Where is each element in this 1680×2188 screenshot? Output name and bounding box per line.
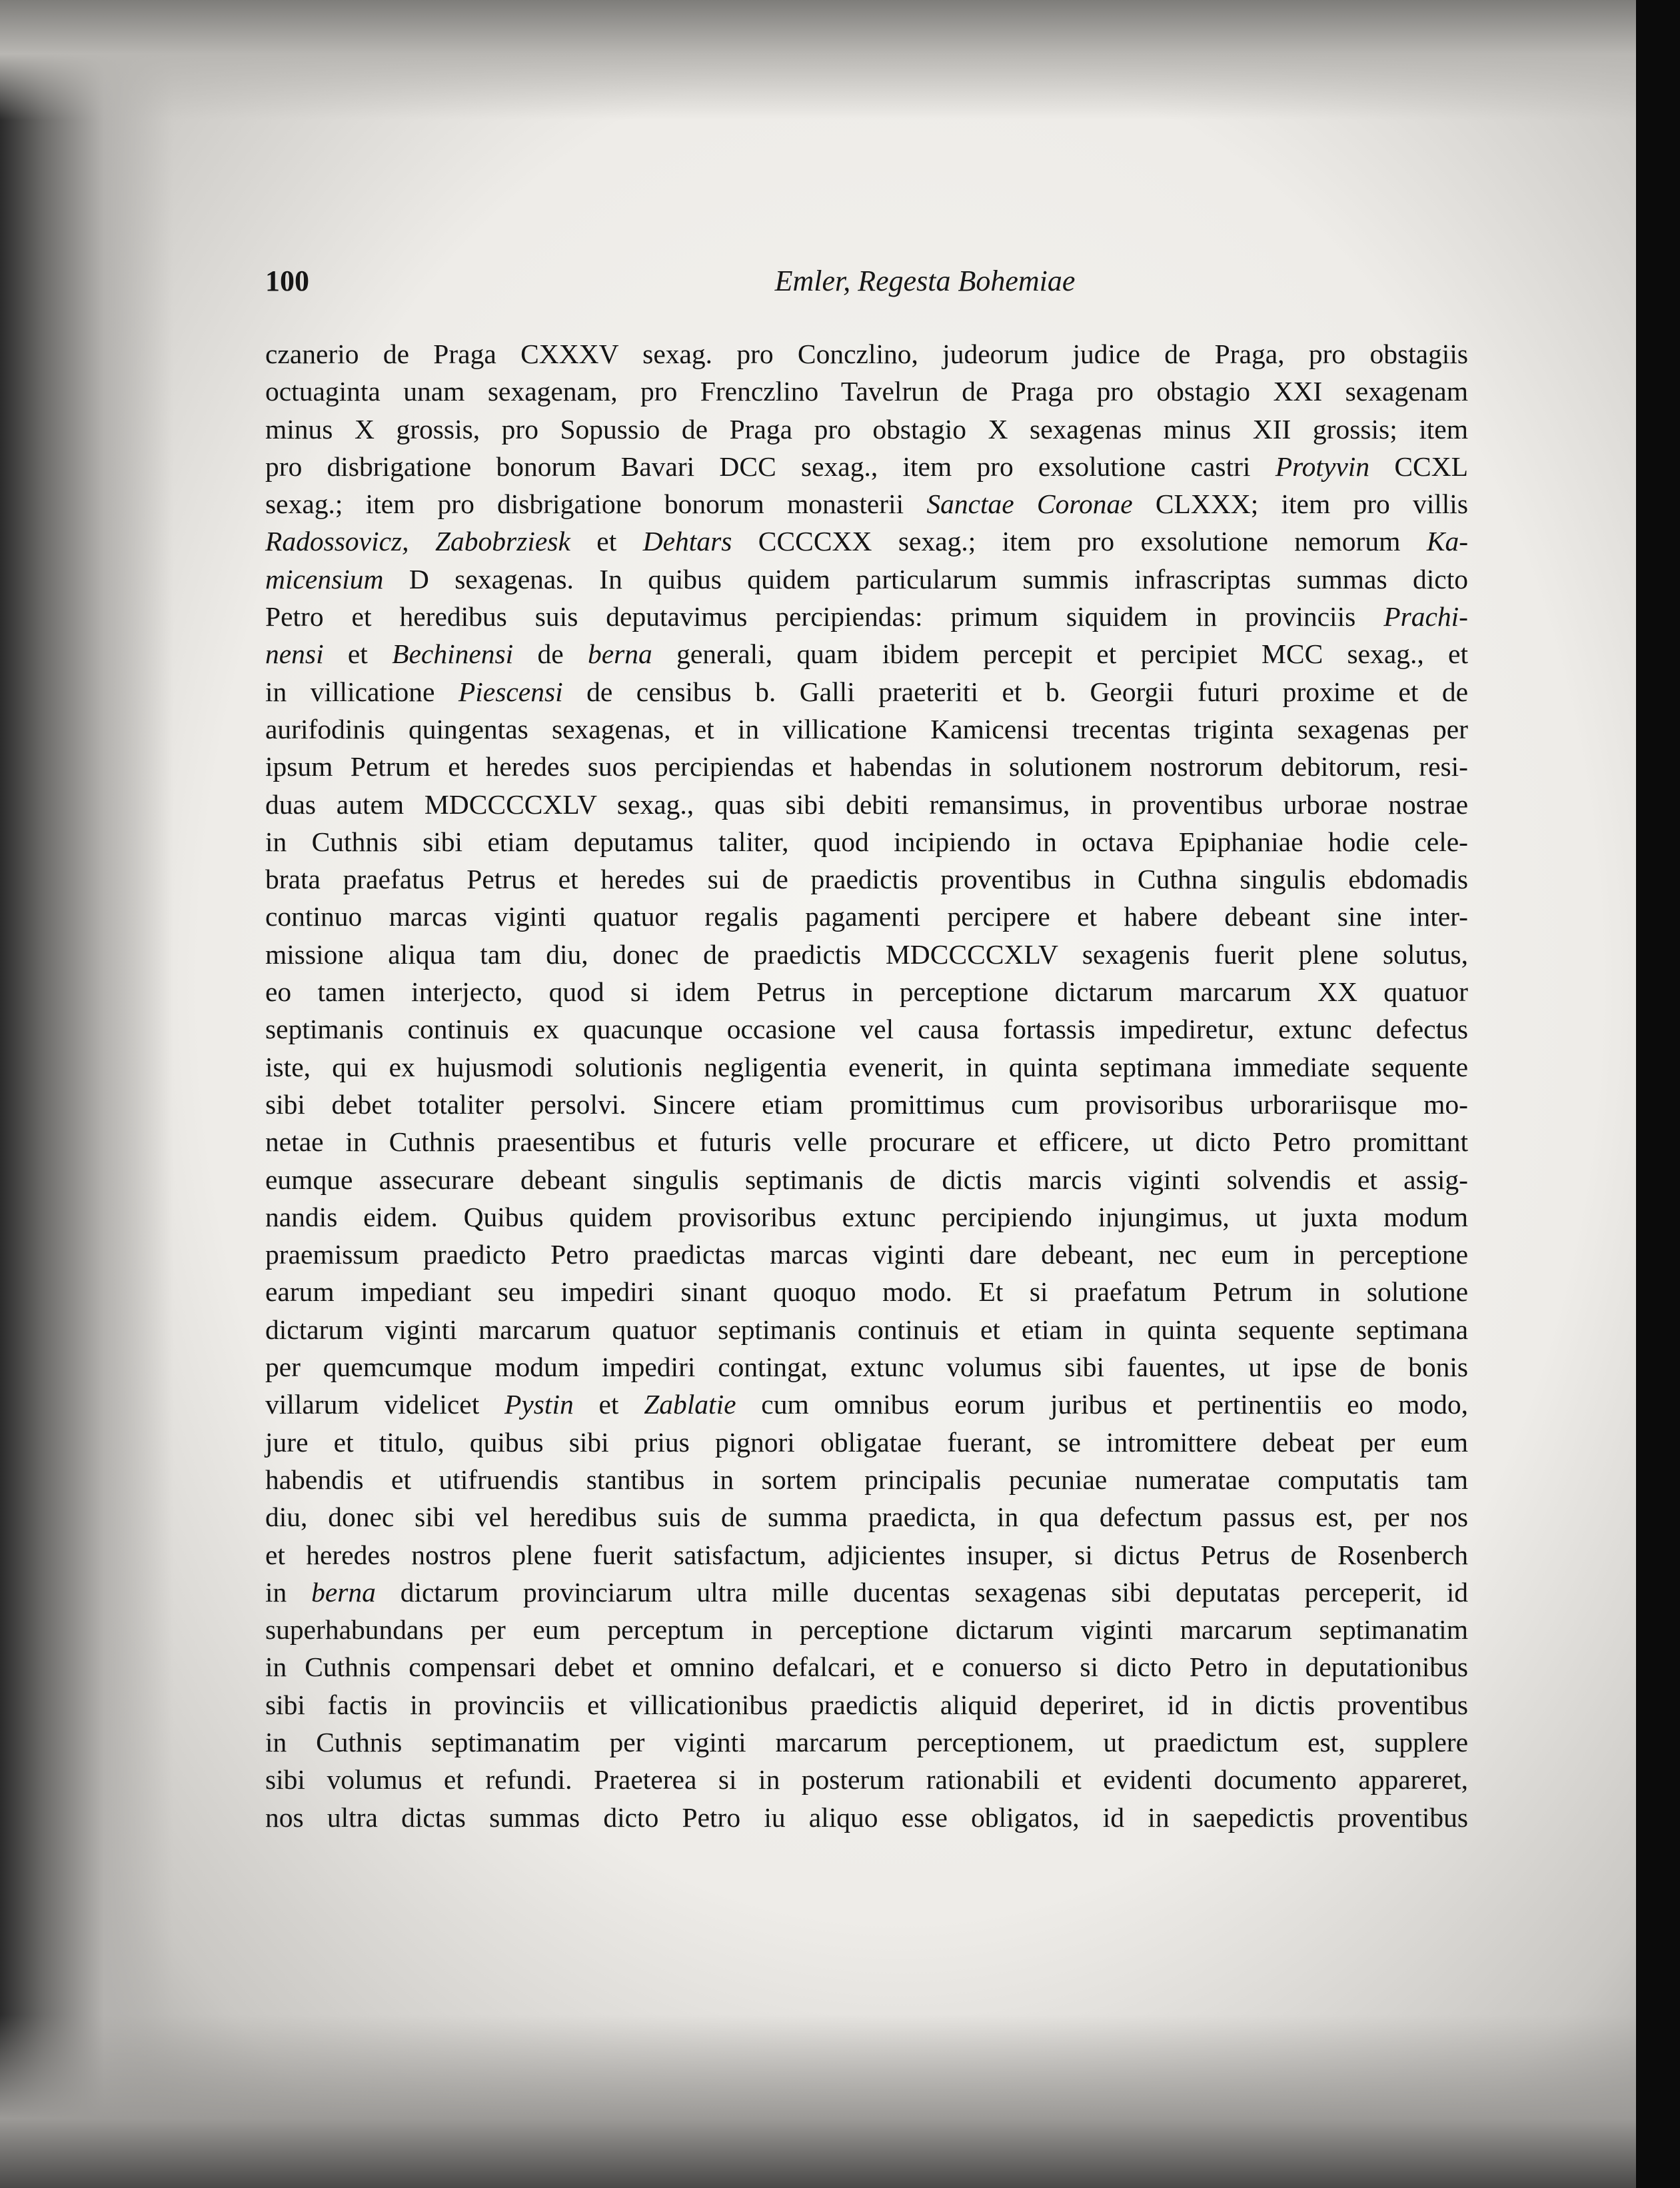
- text-run: nos ultra dictas summas dicto Petro iu aliquo esse obligatos, id in saepedictis proventibus: [265, 1801, 1468, 1833]
- text-line: [265, 1048, 1468, 1086]
- text-run: dictarum provinciarum ultra mille ducentas sexagenas sibi deputatas perceperit, id: [375, 1576, 1469, 1608]
- italic-name: Dehtars: [642, 526, 732, 557]
- text-run: CCXL: [1369, 451, 1468, 482]
- text-run: sibi factis in provinciis et villicationibus praedictis aliquid deperiret, id in dictis proventibus: [265, 1689, 1468, 1720]
- text-run: iste, qui ex hujusmodi solutionis negligentia evenerit, in quinta septimana immediate sequente: [265, 1051, 1468, 1082]
- italic-name: berna: [311, 1576, 376, 1608]
- text-run: et: [570, 526, 643, 557]
- text-line: [265, 1536, 1468, 1574]
- text-run: septimanis continuis ex quacunque occasione vel causa fortassis impediretur, extunc defectus: [265, 1014, 1468, 1045]
- text-line: [265, 1686, 1468, 1723]
- text-run: per quemcumque modum impediri contingat, extunc volumus sibi fauentes, ut ipse de bonis: [265, 1352, 1468, 1383]
- text-line: [265, 1198, 1468, 1236]
- italic-name: berna: [587, 638, 652, 670]
- text-line: [265, 1348, 1468, 1386]
- italic-name: Pystin: [504, 1389, 574, 1420]
- text-run: netae in Cuthnis praesentibus et futuris velle procurare et efficere, ut dicto Petro promittant: [265, 1126, 1468, 1158]
- text-run: praemissum praedicto Petro praedictas marcas viginti dare debeant, nec eum in perceptione: [265, 1239, 1468, 1270]
- text-run: missione aliqua tam diu, donec de praedictis MDCCCCXLV sexagenis fuerit plene solutus,: [265, 938, 1468, 970]
- text-line: [265, 786, 1468, 823]
- text-line: [265, 635, 1468, 672]
- italic-name: Sanctae Coronae: [926, 489, 1133, 520]
- text-run: duas autem MDCCCCXLV sexag., quas sibi debiti remansimus, in proventibus urborae nostrae: [265, 788, 1468, 820]
- text-line: [265, 1461, 1468, 1498]
- text-line: [265, 1498, 1468, 1536]
- text-run: Petro et heredibus suis deputavimus percipiendas: primum siquidem in provinciis: [265, 601, 1384, 632]
- text-run: aurifodinis quingentas sexagenas, et in villicatione Kamicensi trecentas triginta sexagenas per: [265, 713, 1468, 744]
- text-run: CLXXX; item pro villis: [1132, 489, 1468, 520]
- italic-name: micensium: [265, 563, 384, 594]
- text-line: [265, 1611, 1468, 1648]
- text-line: [265, 1273, 1468, 1310]
- text-run: continuo marcas viginti quatuor regalis pagamenti percipere et habere debeant sine inter-: [265, 901, 1468, 932]
- italic-name: Radossovicz,: [265, 526, 409, 557]
- italic-name: Zablatie: [644, 1389, 736, 1420]
- running-head: [265, 264, 1465, 311]
- italic-name: Protyvin: [1275, 451, 1370, 482]
- italic-name: Piescensi: [458, 676, 563, 707]
- text-run: et: [573, 1389, 644, 1420]
- text-line: [265, 710, 1468, 748]
- text-run: eo tamen interjecto, quod si idem Petrus in perceptione dictarum marcarum XX quatuor: [265, 976, 1468, 1008]
- text-run: et heredes nostros plene fuerit satisfactum, adjicientes insuper, si dictus Petrus de Rosenberch: [265, 1539, 1468, 1570]
- text-run: diu, donec sibi vel heredibus suis de summa praedicta, in qua defectum passus est, per nos: [265, 1502, 1468, 1533]
- text-run: sibi volumus et refundi. Praeterea si in posterum rationabili et evidenti documento appareret,: [265, 1764, 1468, 1795]
- text-run: brata praefatus Petrus et heredes sui de praedictis proventibus in Cuthna singulis ebdomadis: [265, 864, 1468, 895]
- text-run: in Cuthnis sibi etiam deputamus taliter, quod incipiendo in octava Epiphaniae hodie cele-: [265, 826, 1468, 857]
- text-line: [265, 898, 1468, 935]
- running-title: Emler, Regesta Bohemiae: [774, 265, 1076, 297]
- text-run: habendis et utifruendis stantibus in sortem principalis pecuniae numeratae computatis tam: [265, 1464, 1468, 1495]
- text-line: [265, 823, 1468, 860]
- italic-name: Zabobrziesk: [434, 526, 570, 557]
- text-run: de censibus b. Galli praeteriti et b. Georgii futuri proxime et de: [562, 676, 1468, 707]
- text-run: pro disbrigatione bonorum Bavari DCC sexag., item pro exsolutione castri: [265, 451, 1275, 482]
- text-line: [265, 1010, 1468, 1048]
- text-run: CCCCXX sexag.; item pro exsolutione nemorum: [732, 526, 1427, 557]
- text-run: villarum videlicet: [265, 1389, 504, 1420]
- page-number: 100: [265, 265, 309, 297]
- italic-name: Bechinensi: [392, 638, 514, 670]
- text-run: in Cuthnis compensari debet et omnino defalcari, et e conuerso si dicto Petro in deputationibus: [265, 1651, 1468, 1683]
- body-text: [265, 335, 1468, 1836]
- text-run: in villicatione: [265, 676, 458, 707]
- text-line: [265, 1161, 1468, 1198]
- text-line: [265, 598, 1468, 635]
- text-run: nandis eidem. Quibus quidem provisoribus extunc percipiendo injungimus, ut juxta modum: [265, 1201, 1468, 1232]
- text-line: [265, 673, 1468, 710]
- text-line: [265, 560, 1468, 598]
- text-line: [265, 748, 1468, 785]
- text-line: [265, 1723, 1468, 1761]
- text-run: dictarum viginti marcarum quatuor septimanis continuis et etiam in quinta sequente septimana: [265, 1314, 1468, 1345]
- text-run: D sexagenas. In quibus quidem particularum summis infrascriptas summas dicto: [383, 563, 1468, 594]
- italic-name: Ka-: [1426, 526, 1469, 557]
- text-run: eumque assecurare debeant singulis septimanis de dictis marcis viginti solvendis et assig-: [265, 1164, 1468, 1195]
- text-line: [265, 1761, 1468, 1798]
- text-line: [265, 1086, 1468, 1123]
- text-run: [409, 526, 435, 556]
- text-line: [265, 1799, 1468, 1836]
- text-line: [265, 485, 1468, 523]
- text-run: sexag.; item pro disbrigatione bonorum monasterii: [265, 489, 927, 520]
- text-run: czanerio de Praga CXXXV sexag. pro Conczlino, judeorum judice de Praga, pro obstagiis: [265, 339, 1468, 369]
- text-run: in Cuthnis septimanatim per viginti marcarum perceptionem, ut praedictum est, supplere: [265, 1726, 1468, 1757]
- text-run: et: [323, 638, 393, 670]
- text-line: [265, 411, 1468, 448]
- text-run: jure et titulo, quibus sibi prius pignori obligatae fuerant, se intromittere debeat per eum: [265, 1426, 1468, 1458]
- text-line: [265, 1424, 1468, 1461]
- text-run: ipsum Petrum et heredes suos percipiendas et habendas in solutionem nostrorum debitorum, resi-: [265, 751, 1468, 782]
- text-line: [265, 1311, 1468, 1348]
- text-line: [265, 373, 1468, 410]
- text-line: [265, 1574, 1468, 1611]
- text-run: octuaginta unam sexagenam, pro Frenczlino Tavelrun de Praga pro obstagio XXI sexagenam: [265, 376, 1468, 407]
- text-line: [265, 1648, 1468, 1685]
- text-line: [265, 1386, 1468, 1423]
- text-line: [265, 1123, 1468, 1160]
- text-run: minus X grossis, pro Sopussio de Praga pro obstagio X sexagenas minus XII grossis; item: [265, 413, 1468, 445]
- text-run: in: [265, 1576, 312, 1608]
- text-run: earum impediant seu impediri sinant quoquo modo. Et si praefatum Petrum in solutione: [265, 1276, 1468, 1308]
- text-run: sibi debet totaliter persolvi. Sincere etiam promittimus cum provisoribus urborariisque mo-: [265, 1088, 1468, 1120]
- text-line: [265, 335, 1468, 373]
- text-run: de: [513, 638, 588, 670]
- text-line: [265, 523, 1468, 560]
- text-run: superhabundans per eum perceptum in perceptione dictarum viginti marcarum septimanatim: [265, 1614, 1468, 1645]
- text-run: generali, quam ibidem percepit et percipiet MCC sexag., et: [652, 638, 1469, 670]
- text-run: cum omnibus eorum juribus et pertinentiis eo modo,: [736, 1389, 1468, 1420]
- text-line: [265, 448, 1468, 485]
- text-line: [265, 1236, 1468, 1273]
- page-shadow: [0, 2015, 1636, 2188]
- text-line: [265, 860, 1468, 898]
- text-line: [265, 973, 1468, 1010]
- scan-edge: [1636, 0, 1680, 2188]
- italic-name: nensi: [265, 638, 324, 670]
- italic-name: Prachi-: [1383, 601, 1468, 632]
- text-line: [265, 936, 1468, 973]
